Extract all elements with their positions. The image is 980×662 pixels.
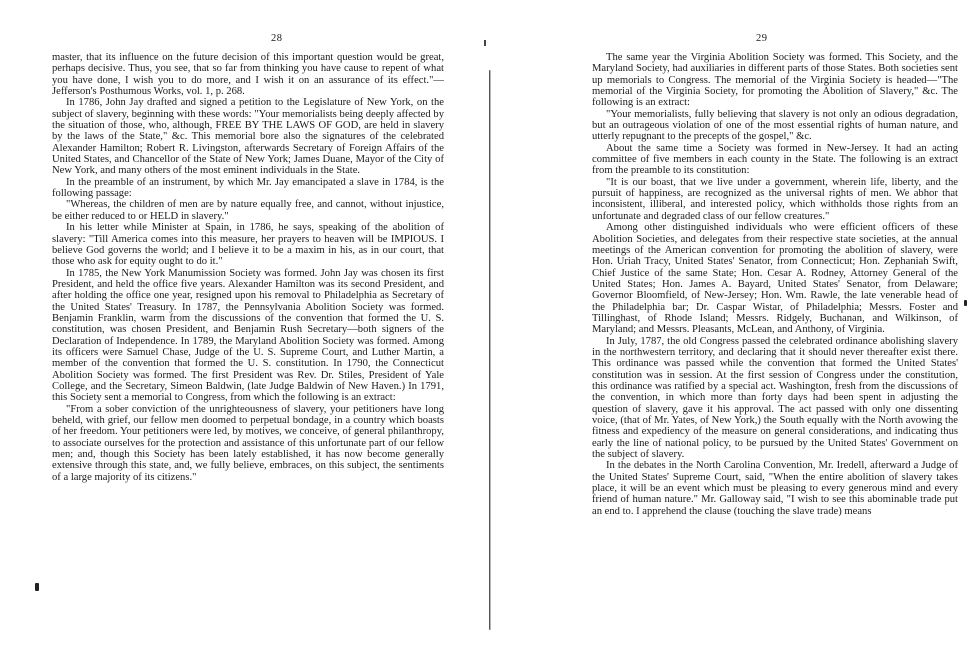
page-number-right: 29 bbox=[756, 33, 768, 44]
paragraph: About the same time a Society was formed in New-Jersey. It had an acting committee of five members in each county in the State. The following is an extract from the preamble to its constitution: bbox=[592, 142, 958, 177]
right-page bbox=[492, 0, 980, 662]
left-page-text bbox=[52, 52, 444, 483]
paragraph: In 1786, John Jay drafted and signed a petition to the Legislature of New York, on the subject of slavery, beginning with these words: "Your memorialists being deeply affected by the situation of those, who, although, FREE BY THE LAWS OF GOD, are held in slavery by the laws of the State," &c. This memorial bore also the signatures of the celebrated Alexander Hamilton; Robert R. Livingston, afterwards Secretary of Foreign Affairs of the United States, and Chancellor of the State of New York; James Duane, Mayor of the City of New York, and many others of the most eminent individuals in the State. bbox=[52, 97, 444, 177]
right-page-text bbox=[592, 52, 958, 517]
paragraph: "Your memorialists, fully believing that slavery is not only an odious degradation, but an outrageous violation of one of the most essential rights of human nature, and utterly repugnant to the precepts of the gospel," &c. bbox=[592, 108, 958, 143]
page-number-left: 28 bbox=[271, 33, 283, 44]
paragraph: "From a sober conviction of the unrighteousness of slavery, your petitioners have long beheld, with grief, our fellow men doomed to perpetual bondage, in a country which boasts of her freedom. Your petitioners were led, by motives, we conceive, of general philanthropy, to associate ourselves for the protection and assistance of this unfortunate part of our fellow men; and, though this Society has been lately established, it has now become generally extensive through this state, and, we fully believe, embraces, on this subject, the sentiments of a large majority of its citizens." bbox=[52, 403, 444, 483]
paragraph: In 1785, the New York Manumission Society was formed. John Jay was chosen its first President, and held the office five years. Alexander Hamilton was its second President, and after holding the office one year, resigned upon his removal to Philadelphia as Secretary of the United States' Treasury. In 1787, the Pennsylvania Abolition Society was formed. Benjamin Franklin, warm from the discussions of the convention that formed the U. S. constitution, was chosen President, and Benjamin Rush Secretary—both signers of the Declaration of Independence. In 1789, the Maryland Abolition Society was formed. Among its officers were Samuel Chase, Judge of the U. S. Supreme Court, and Luther Martin, a member of the convention that formed the U. S. constitution. In 1790, the Connecticut Abolition Society was formed. The first President was Rev. Dr. Stiles, President of Yale College, and the Secretary, Simeon Baldwin, (late Judge Baldwin of New Haven.) In 1791, this Society sent a memorial to Congress, from which the following is an extract: bbox=[52, 267, 444, 404]
paragraph: master, that its influence on the future decision of this important question would be great, perhaps decisive. Thus, you see, that so far from thinking you have cause to repent of what you have done, I wish you to do more, and I wish it on an assurance of its effect."—Jefferson's Posthumous Works, vol. 1, p. 268. bbox=[52, 52, 444, 98]
paragraph: In the preamble of an instrument, by which Mr. Jay emancipated a slave in 1784, is the following passage: bbox=[52, 176, 444, 200]
scan-speck bbox=[964, 300, 967, 306]
left-page bbox=[0, 0, 488, 662]
page-edge-mark bbox=[484, 40, 486, 46]
paragraph: In his letter while Minister at Spain, in 1786, he says, speaking of the abolition of slavery: "Till America comes into this measure, her prayers to heaven will be IMPIOUS. I believe God governs the world; and I believe it to be a maxim in his, as in our court, that those who ask for equity ought to do it." bbox=[52, 222, 444, 268]
paragraph: In the debates in the North Carolina Convention, Mr. Iredell, afterward a Judge of the United States' Supreme Court, said, "When the entire abolition of slavery takes place, it will be an event which must be pleasing to every generous mind and every friend of human nature." Mr. Galloway said, "I wish to see this abominable trade put an end to. I apprehend the clause (touching the slave trade) means bbox=[592, 460, 958, 517]
scan-speck bbox=[35, 583, 39, 591]
paragraph: In July, 1787, the old Congress passed the celebrated ordinance abolishing slavery in the northwestern territory, and declaring that it should never thereafter exist there. This ordinance was passed while the convention that formed the United States' constitution was in session. At the first session of Congress under the constitution, this ordinance was ratified by a special act. Washington, fresh from the discussions of the convention, in which more than forty days had been spent in adjusting the question of slavery, gave it his approval. The act passed with only one dissenting voice, (that of Mr. Yates, of New York,) the South equally with the North avowing the fitness and expediency of the measure on general considerations, and indicating thus early the line of national policy, to be pursued by the United States' Government on the subject of slavery. bbox=[592, 335, 958, 461]
paragraph: "It is our boast, that we live under a government, wherein life, liberty, and the pursuit of happiness, are recognized as the universal rights of men. We abhor that inconsistent, illiberal, and interested policy, which withholds those rights from an unfortunate and degraded class of our fellow creatures." bbox=[592, 176, 958, 222]
paragraph: "Whereas, the children of men are by nature equally free, and cannot, without injustice, be either reduced to or HELD in slavery." bbox=[52, 199, 444, 222]
book-gutter bbox=[489, 70, 491, 630]
paragraph: Among other distinguished individuals who were efficient officers of these Abolition Societies, and delegates from their respective state societies, at the annual meetings of the American convention for promoting the abolition of slavery, were Hon. Uriah Tracy, United States' Senator, from Connecticut; Hon. Zephaniah Swift, Chief Justice of the same State; Hon. Cesar A. Rodney, Attorney General of the United States; Hon. James A. Bayard, United States' Senator, from Delaware; Governor Bloomfield, of New-Jersey; Hon. Wm. Rawle, the late venerable head of the Philadelphia bar; Dr. Caspar Wistar, of Philadelphia; Messrs. Foster and Tillinghast, of Rhode Island; Messrs. Ridgely, Buchanan, and Wilkinson, of Maryland; and Messrs. Pleasants, McLean, and Anthony, of Virginia. bbox=[592, 222, 958, 336]
paragraph: The same year the Virginia Abolition Society was formed. This Society, and the Maryland Society, had auxiliaries in different parts of those States. Both societies sent up memorials to Congress. The memorial of the Virginia Society is headed—"The memorial of the Virginia Society, for promoting the Abolition of Slavery," &c. The following is an extract: bbox=[592, 52, 958, 109]
